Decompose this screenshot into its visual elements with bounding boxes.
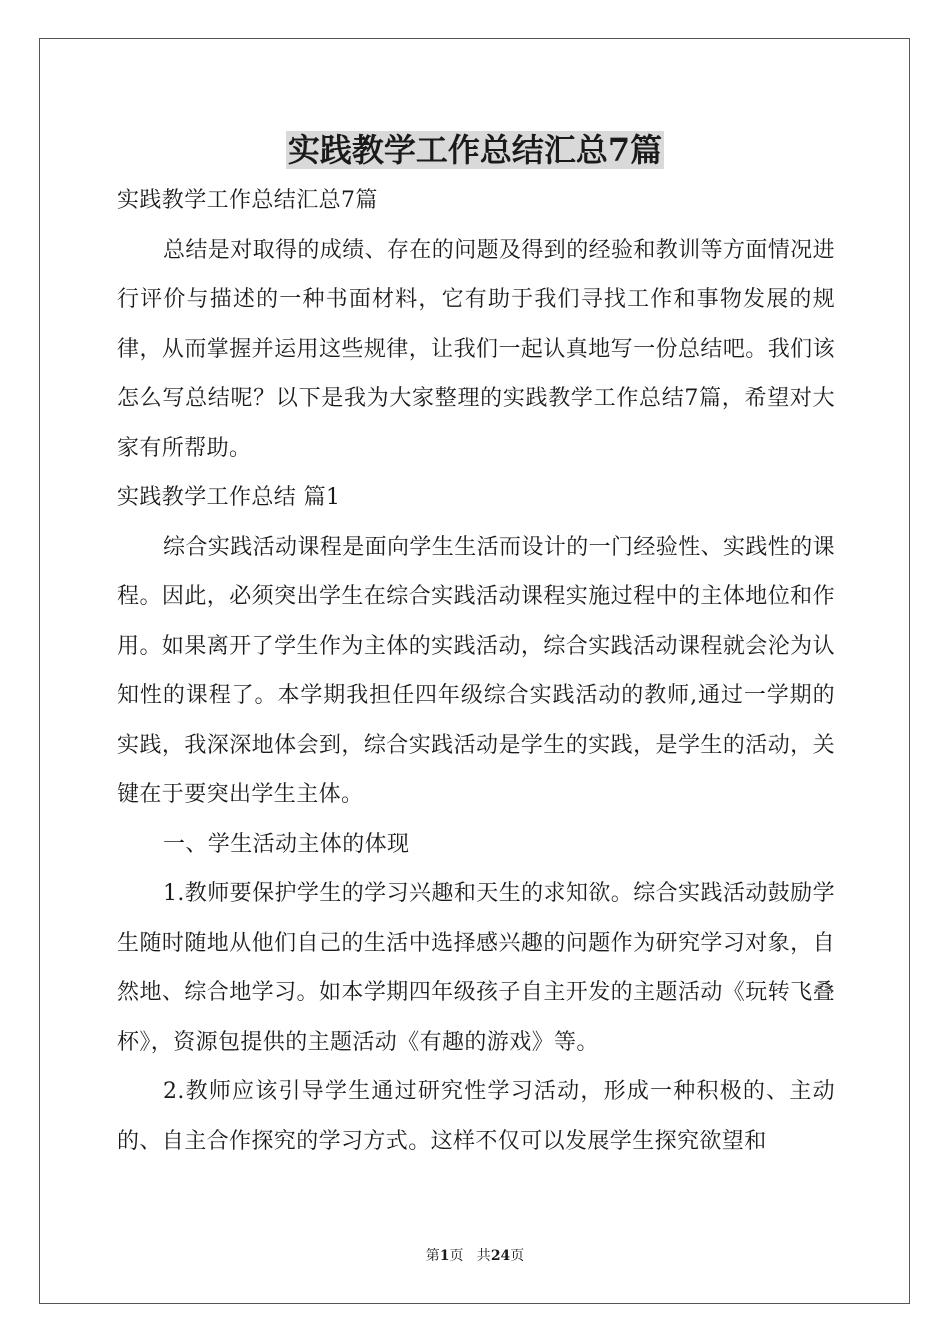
document-title-text: 实践教学工作总结汇总7篇 [287,131,663,169]
intro-paragraph: 总结是对取得的成绩、存在的问题及得到的经验和教训等方面情况进行评价与描述的一种书面材料，它有助于我们寻找工作和事物发展的规律，从而掌握并运用这些规律，让我们一起认真地写一份总结吧。我们该怎么写总结呢？以下是我为大家整理的实践教学工作总结7篇，希望对大家有所帮助。 [117,237,836,461]
document-title [0,128,950,172]
body-paragraph-1: 综合实践活动课程是面向学生生活而设计的一门经验性、实践性的课程。因此，必须突出学生在综合实践活动课程实施过程中的主体地位和作用。如果离开了学生作为主体的实践活动，综合实践活动课程就会沦为认知性的课程了。本学期我担任四年级综合实践活动的教师,通过一学期的实践，我深深地体会到，综合实践活动是学生的实践，是学生的活动，关键在于要突出学生主体。 [117,534,836,807]
subheading-student-subject: 一、学生活动主体的体现 [163,831,410,857]
page-footer [0,1246,950,1266]
footer-suffix: 页 [510,1248,525,1264]
document-body [117,176,835,1166]
document-subtitle: 实践教学工作总结汇总7篇 [117,188,378,213]
section-heading: 实践教学工作总结 篇1 [117,485,341,510]
body-paragraph-3: 2.教师应该引导学生通过研究性学习活动，形成一种积极的、主动的、自主合作探究的学习方式。这样不仅可以发展学生探究欲望和 [117,1079,835,1154]
footer-current-page: 1 [439,1248,450,1264]
footer-middle: 页 共 [449,1248,491,1264]
footer-total-pages: 24 [490,1248,511,1264]
body-paragraph-2: 1.教师要保护学生的学习兴趣和天生的求知欲。综合实践活动鼓励学生随时随地从他们自己的生活中选择感兴趣的问题作为研究学习对象，自然地、综合地学习。如本学期四年级孩子自主开发的主题活动《玩转飞叠杯》，资源包提供的主题活动《有趣的游戏》等。 [117,881,835,1055]
footer-prefix: 第 [425,1248,440,1264]
